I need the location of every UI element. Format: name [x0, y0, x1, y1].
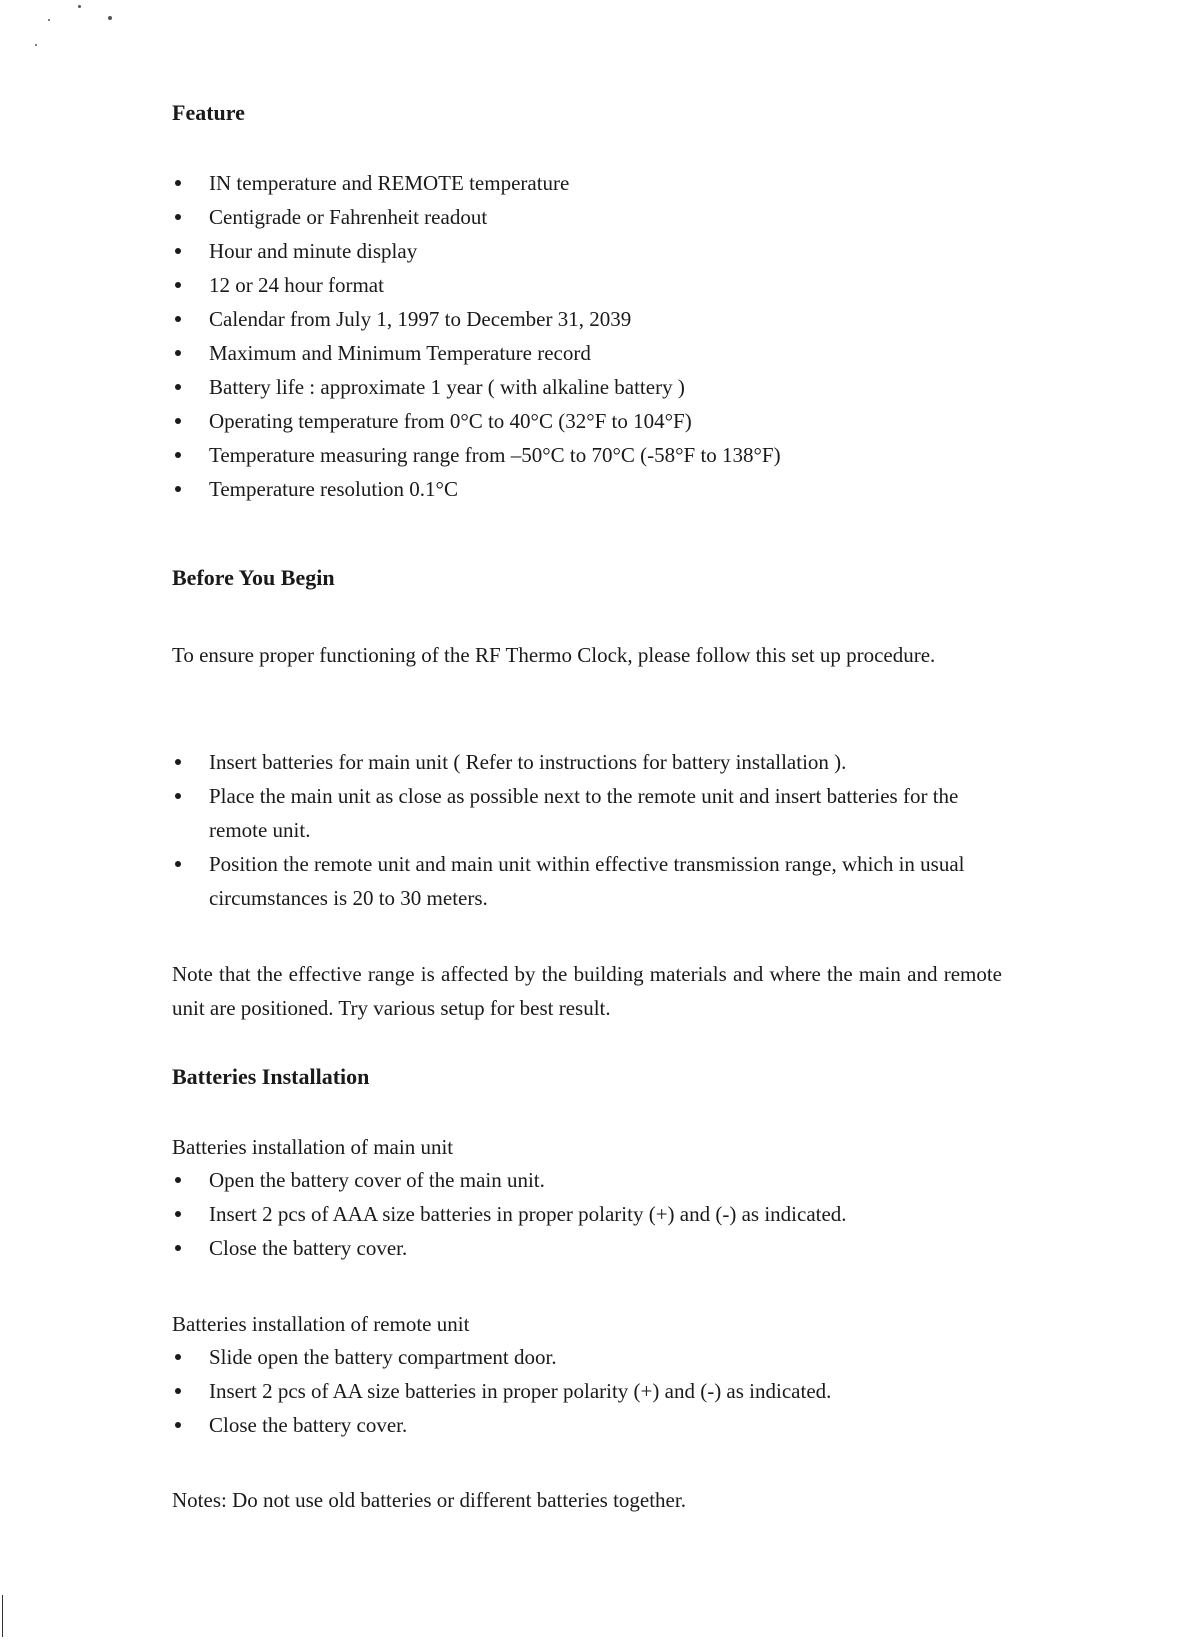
list-item: Close the battery cover. [172, 1408, 1002, 1442]
bullet-icon [175, 486, 181, 492]
bullet-icon [175, 1354, 181, 1360]
scan-edge-mark [2, 1595, 3, 1637]
list-item: Insert 2 pcs of AAA size batteries in proper polarity (+) and (-) as indicated. [172, 1197, 1002, 1231]
before-you-begin-intro: To ensure proper functioning of the RF Thermo Clock, please follow this set up procedure. [172, 643, 936, 667]
main-unit-steps [172, 1163, 1002, 1265]
bullet-icon [175, 180, 181, 186]
bullet-icon [175, 214, 181, 220]
list-item: Maximum and Minimum Temperature record [172, 336, 1002, 370]
main-unit-label: Batteries installation of main unit [172, 1135, 454, 1159]
list-item: Temperature resolution 0.1°C [172, 472, 1002, 506]
before-you-begin-heading: Before You Begin [172, 565, 335, 590]
bullet-icon [175, 384, 181, 390]
battery-notes: Notes: Do not use old batteries or different batteries together. [172, 1488, 686, 1512]
before-you-begin-list [172, 745, 1002, 915]
bullet-icon [175, 1177, 181, 1183]
bullet-icon [175, 1422, 181, 1428]
list-item: Centigrade or Fahrenheit readout [172, 200, 1002, 234]
bullet-icon [175, 282, 181, 288]
list-item: Close the battery cover. [172, 1231, 1002, 1265]
bullet-icon [175, 759, 181, 765]
bullet-icon [175, 316, 181, 322]
list-item: Insert 2 pcs of AA size batteries in proper polarity (+) and (-) as indicated. [172, 1374, 1002, 1408]
feature-list [172, 166, 1002, 506]
list-item: Position the remote unit and main unit within effective transmission range, which in usual circumstances is 20 to 30 meters. [172, 847, 1002, 915]
remote-unit-label: Batteries installation of remote unit [172, 1312, 470, 1336]
bullet-icon [175, 793, 181, 799]
range-note: Note that the effective range is affected by the building materials and where the main and remote unit are positioned. Try various setup for best result. [172, 962, 1002, 1020]
bullet-icon [175, 248, 181, 254]
list-item: Battery life : approximate 1 year ( with alkaline battery ) [172, 370, 1002, 404]
list-item: Slide open the battery compartment door. [172, 1340, 1002, 1374]
list-item: Insert batteries for main unit ( Refer to instructions for battery installation ). [172, 745, 1002, 779]
list-item: Open the battery cover of the main unit. [172, 1163, 1002, 1197]
list-item: Operating temperature from 0°C to 40°C (32°F to 104°F) [172, 404, 1002, 438]
remote-unit-steps [172, 1340, 1002, 1442]
bullet-icon [175, 452, 181, 458]
bullet-icon [175, 350, 181, 356]
bullet-icon [175, 418, 181, 424]
list-item: 12 or 24 hour format [172, 268, 1002, 302]
batteries-installation-heading: Batteries Installation [172, 1064, 370, 1089]
list-item: Place the main unit as close as possible next to the remote unit and insert batteries for the remote unit. [172, 779, 1002, 847]
list-item: IN temperature and REMOTE temperature [172, 166, 1002, 200]
bullet-icon [175, 861, 181, 867]
feature-heading: Feature [172, 100, 245, 125]
bullet-icon [175, 1245, 181, 1251]
list-item: Calendar from July 1, 1997 to December 31, 2039 [172, 302, 1002, 336]
list-item: Hour and minute display [172, 234, 1002, 268]
bullet-icon [175, 1388, 181, 1394]
list-item: Temperature measuring range from –50°C to 70°C (-58°F to 138°F) [172, 438, 1002, 472]
bullet-icon [175, 1211, 181, 1217]
